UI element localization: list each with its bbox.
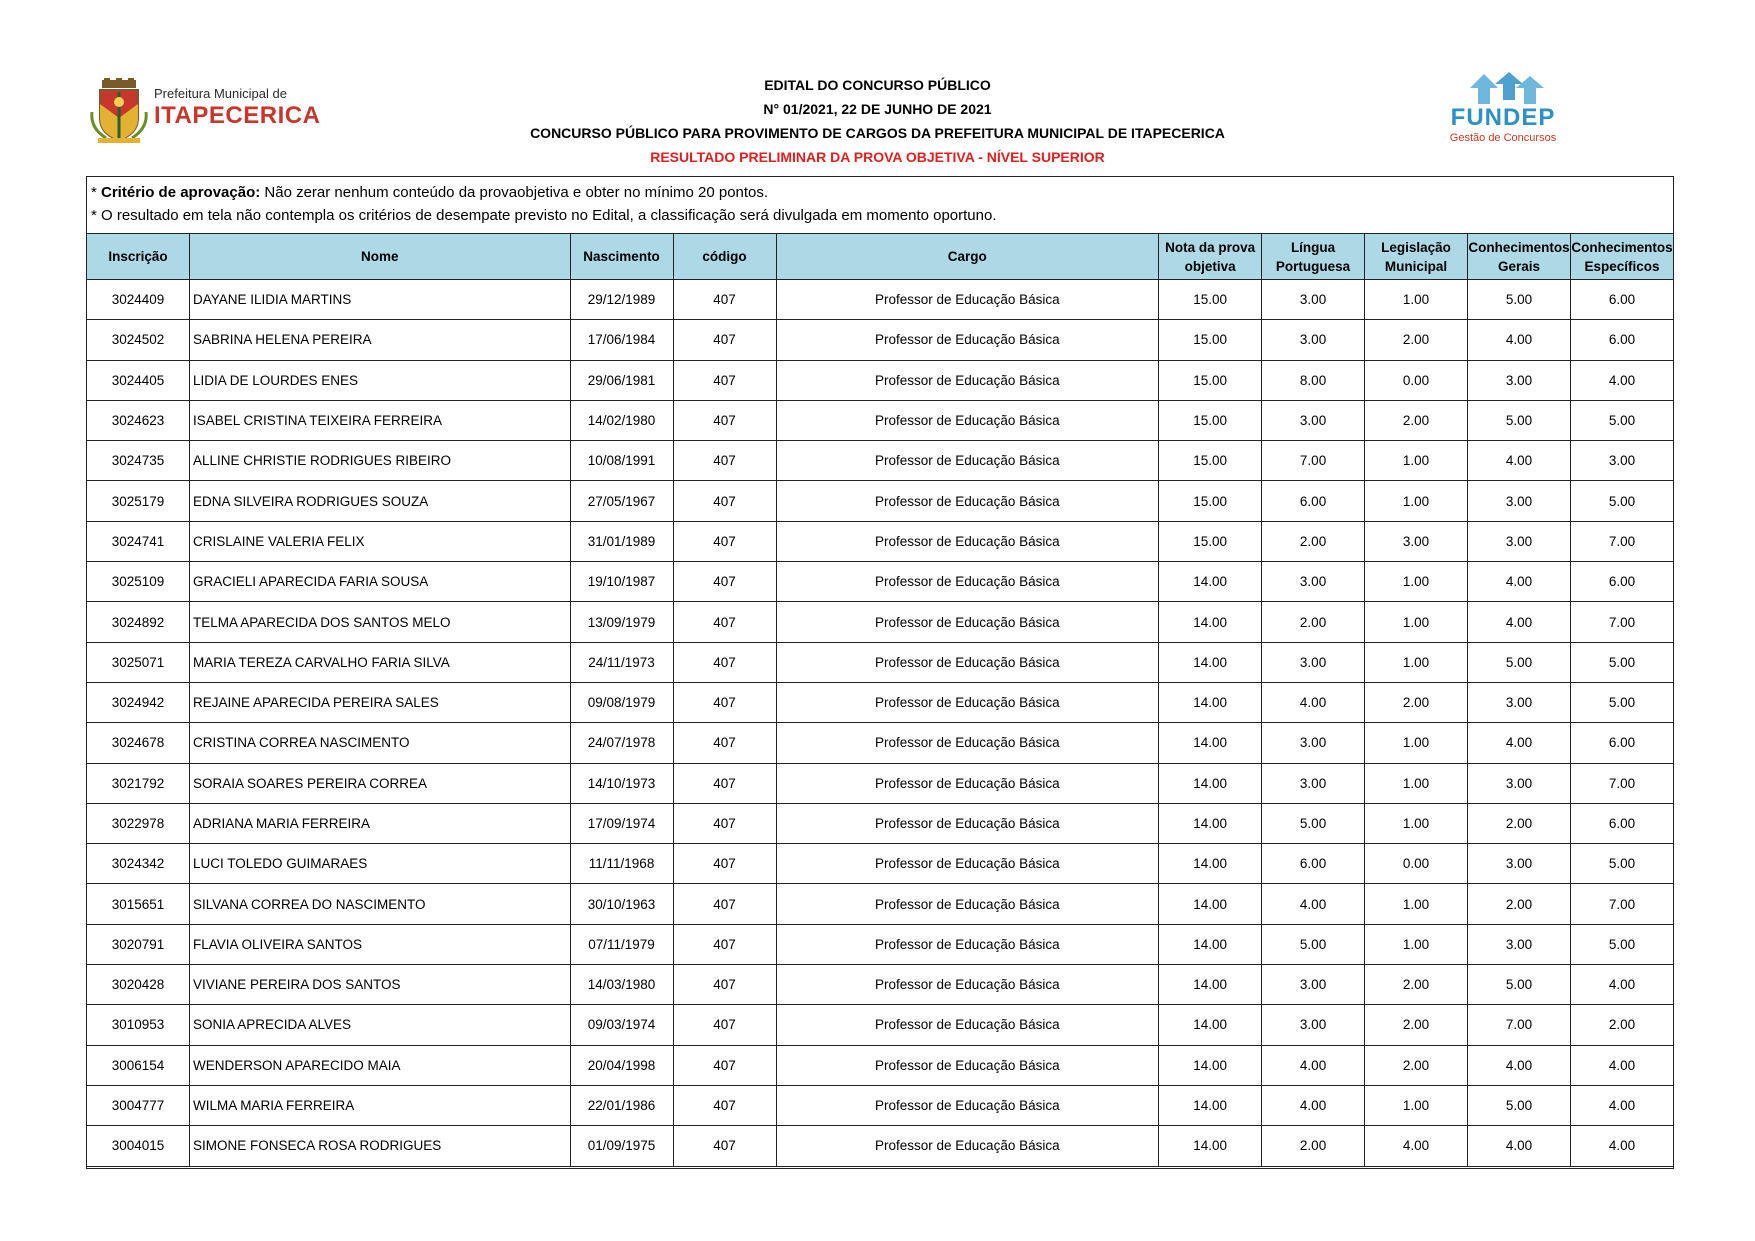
cell-col-inscricao: 3004015 [87, 1126, 190, 1166]
cell-col-legislacao-municipal: 1.00 [1365, 924, 1468, 964]
cell-col-legislacao-municipal: 1.00 [1365, 723, 1468, 763]
cell-col-inscricao: 3024735 [87, 441, 190, 481]
cell-col-codigo: 407 [673, 723, 776, 763]
cell-col-conhecimentos-especificos: 4.00 [1570, 360, 1673, 400]
results-frame [86, 176, 1674, 1169]
cell-col-conhecimentos-especificos: 7.00 [1570, 763, 1673, 803]
header-col-conhecimentos-gerais: Conhecimentos Gerais [1468, 234, 1571, 280]
criteria-notes [87, 177, 1673, 233]
cell-col-codigo: 407 [673, 481, 776, 521]
cell-col-nascimento: 07/11/1979 [570, 924, 673, 964]
cell-col-legislacao-municipal: 1.00 [1365, 562, 1468, 602]
table-row [87, 682, 1674, 722]
cell-col-legislacao-municipal: 2.00 [1365, 320, 1468, 360]
table-row [87, 924, 1674, 964]
cell-col-cargo: Professor de Educação Básica [776, 803, 1159, 843]
cell-col-nota-prova: 14.00 [1159, 1045, 1262, 1085]
table-row [87, 844, 1674, 884]
cell-col-conhecimentos-gerais: 4.00 [1468, 723, 1571, 763]
cell-col-legislacao-municipal: 2.00 [1365, 965, 1468, 1005]
cell-col-nome: GRACIELI APARECIDA FARIA SOUSA [189, 562, 570, 602]
cell-col-lingua-portuguesa: 3.00 [1262, 280, 1365, 320]
cell-col-nome: REJAINE APARECIDA PEREIRA SALES [189, 682, 570, 722]
cell-col-nascimento: 10/08/1991 [570, 441, 673, 481]
cell-col-conhecimentos-especificos: 7.00 [1570, 602, 1673, 642]
cell-col-nota-prova: 14.00 [1159, 1085, 1262, 1125]
table-row [87, 602, 1674, 642]
cell-col-nota-prova: 14.00 [1159, 642, 1262, 682]
table-row [87, 360, 1674, 400]
cell-col-codigo: 407 [673, 844, 776, 884]
cell-col-nome: ADRIANA MARIA FERREIRA [189, 803, 570, 843]
cell-col-nome: SABRINA HELENA PEREIRA [189, 320, 570, 360]
cell-col-lingua-portuguesa: 8.00 [1262, 360, 1365, 400]
cell-col-nota-prova: 14.00 [1159, 803, 1262, 843]
cell-col-nota-prova: 14.00 [1159, 924, 1262, 964]
criteria-text: Não zerar nenhum conteúdo da provaobjetiva e obter no mínimo 20 pontos. [260, 184, 769, 201]
cell-col-conhecimentos-gerais: 3.00 [1468, 844, 1571, 884]
cell-col-legislacao-municipal: 4.00 [1365, 1126, 1468, 1166]
cell-col-nome: SILVANA CORREA DO NASCIMENTO [189, 884, 570, 924]
cell-col-conhecimentos-especificos: 5.00 [1570, 642, 1673, 682]
cell-col-nota-prova: 15.00 [1159, 481, 1262, 521]
cell-col-lingua-portuguesa: 4.00 [1262, 1045, 1365, 1085]
cell-col-inscricao: 3010953 [87, 1005, 190, 1045]
cell-col-codigo: 407 [673, 602, 776, 642]
cell-col-nome: ALLINE CHRISTIE RODRIGUES RIBEIRO [189, 441, 570, 481]
cell-col-nascimento: 01/09/1975 [570, 1126, 673, 1166]
cell-col-legislacao-municipal: 1.00 [1365, 481, 1468, 521]
cell-col-cargo: Professor de Educação Básica [776, 441, 1159, 481]
cell-col-nota-prova: 14.00 [1159, 682, 1262, 722]
table-row [87, 965, 1674, 1005]
cell-col-conhecimentos-especificos: 4.00 [1570, 965, 1673, 1005]
criteria-line-2: * O resultado em tela não contempla os critérios de desempate previsto no Edital, a classificação será divulgada em momento oportuno. [91, 207, 997, 224]
cell-col-codigo: 407 [673, 320, 776, 360]
cell-col-conhecimentos-especificos: 4.00 [1570, 1085, 1673, 1125]
table-row [87, 1005, 1674, 1045]
title-line-3: CONCURSO PÚBLICO PARA PROVIMENTO DE CARGOS DA PREFEITURA MUNICIPAL DE ITAPECERICA [530, 125, 1225, 141]
table-row [87, 723, 1674, 763]
cell-col-nota-prova: 14.00 [1159, 562, 1262, 602]
cell-col-inscricao: 3025071 [87, 642, 190, 682]
title-result: RESULTADO PRELIMINAR DA PROVA OBJETIVA - NÍVEL SUPERIOR [650, 149, 1105, 165]
cell-col-conhecimentos-especificos: 6.00 [1570, 562, 1673, 602]
fundep-name: FUNDEP [1450, 104, 1556, 131]
cell-col-codigo: 407 [673, 400, 776, 440]
table-row [87, 521, 1674, 561]
prefeitura-logo-big-text: ITAPECERICA [154, 102, 321, 129]
cell-col-codigo: 407 [673, 441, 776, 481]
cell-col-lingua-portuguesa: 3.00 [1262, 1005, 1365, 1045]
cell-col-nascimento: 09/08/1979 [570, 682, 673, 722]
table-row [87, 280, 1674, 320]
cell-col-conhecimentos-gerais: 3.00 [1468, 521, 1571, 561]
header-col-conhecimentos-especificos: Conhecimentos Específicos [1570, 234, 1673, 280]
header-col-nascimento: Nascimento [570, 234, 673, 280]
cell-col-lingua-portuguesa: 3.00 [1262, 723, 1365, 763]
cell-col-cargo: Professor de Educação Básica [776, 360, 1159, 400]
cell-col-nota-prova: 15.00 [1159, 320, 1262, 360]
cell-col-inscricao: 3024892 [87, 602, 190, 642]
cell-col-inscricao: 3024409 [87, 280, 190, 320]
cell-col-inscricao: 3024942 [87, 682, 190, 722]
cell-col-inscricao: 3006154 [87, 1045, 190, 1085]
table-body [87, 280, 1674, 1167]
cell-col-codigo: 407 [673, 280, 776, 320]
cell-col-nascimento: 17/06/1984 [570, 320, 673, 360]
cell-col-codigo: 407 [673, 521, 776, 561]
cell-col-inscricao: 3015651 [87, 884, 190, 924]
cell-col-legislacao-municipal: 1.00 [1365, 280, 1468, 320]
cell-col-nascimento: 14/10/1973 [570, 763, 673, 803]
cell-col-conhecimentos-gerais: 4.00 [1468, 562, 1571, 602]
cell-col-conhecimentos-especificos: 4.00 [1570, 1045, 1673, 1085]
cell-col-cargo: Professor de Educação Básica [776, 602, 1159, 642]
cell-col-nota-prova: 15.00 [1159, 360, 1262, 400]
cell-col-nome: MARIA TEREZA CARVALHO FARIA SILVA [189, 642, 570, 682]
cell-col-lingua-portuguesa: 7.00 [1262, 441, 1365, 481]
cell-col-conhecimentos-gerais: 3.00 [1468, 360, 1571, 400]
cell-col-cargo: Professor de Educação Básica [776, 400, 1159, 440]
table-row [87, 642, 1674, 682]
cell-col-cargo: Professor de Educação Básica [776, 280, 1159, 320]
cell-col-nota-prova: 14.00 [1159, 965, 1262, 1005]
cell-col-codigo: 407 [673, 360, 776, 400]
cell-col-conhecimentos-gerais: 5.00 [1468, 642, 1571, 682]
cell-col-nome: SIMONE FONSECA ROSA RODRIGUES [189, 1126, 570, 1166]
header-col-legislacao-municipal: Legislação Municipal [1365, 234, 1468, 280]
cell-col-nascimento: 13/09/1979 [570, 602, 673, 642]
table-row [87, 481, 1674, 521]
cell-col-conhecimentos-gerais: 4.00 [1468, 602, 1571, 642]
cell-col-conhecimentos-especificos: 5.00 [1570, 400, 1673, 440]
cell-col-inscricao: 3024502 [87, 320, 190, 360]
cell-col-cargo: Professor de Educação Básica [776, 521, 1159, 561]
cell-col-conhecimentos-gerais: 3.00 [1468, 763, 1571, 803]
cell-col-legislacao-municipal: 1.00 [1365, 803, 1468, 843]
cell-col-cargo: Professor de Educação Básica [776, 844, 1159, 884]
cell-col-codigo: 407 [673, 682, 776, 722]
cell-col-nota-prova: 14.00 [1159, 1005, 1262, 1045]
cell-col-lingua-portuguesa: 3.00 [1262, 562, 1365, 602]
cell-col-lingua-portuguesa: 4.00 [1262, 1085, 1365, 1125]
cell-col-nota-prova: 14.00 [1159, 763, 1262, 803]
cell-col-nome: ISABEL CRISTINA TEIXEIRA FERREIRA [189, 400, 570, 440]
cell-col-nascimento: 17/09/1974 [570, 803, 673, 843]
cell-col-lingua-portuguesa: 5.00 [1262, 924, 1365, 964]
cell-col-nascimento: 30/10/1963 [570, 884, 673, 924]
cell-col-nome: WILMA MARIA FERREIRA [189, 1085, 570, 1125]
cell-col-conhecimentos-gerais: 5.00 [1468, 280, 1571, 320]
cell-col-nascimento: 11/11/1968 [570, 844, 673, 884]
cell-col-legislacao-municipal: 3.00 [1365, 521, 1468, 561]
header-col-nota-prova: Nota da prova objetiva [1159, 234, 1262, 280]
cell-col-nome: VIVIANE PEREIRA DOS SANTOS [189, 965, 570, 1005]
cell-col-codigo: 407 [673, 924, 776, 964]
cell-col-legislacao-municipal: 1.00 [1365, 1085, 1468, 1125]
table-row [87, 1045, 1674, 1085]
cell-col-conhecimentos-especificos: 4.00 [1570, 1126, 1673, 1166]
cell-col-nascimento: 09/03/1974 [570, 1005, 673, 1045]
cell-col-nascimento: 27/05/1967 [570, 481, 673, 521]
cell-col-cargo: Professor de Educação Básica [776, 481, 1159, 521]
cell-col-inscricao: 3024741 [87, 521, 190, 561]
table-row [87, 803, 1674, 843]
header-col-inscricao: Inscrição [87, 234, 190, 280]
cell-col-codigo: 407 [673, 562, 776, 602]
cell-col-nome: SONIA APRECIDA ALVES [189, 1005, 570, 1045]
cell-col-nascimento: 31/01/1989 [570, 521, 673, 561]
criteria-line-1 [91, 181, 1673, 204]
fundep-arrows-icon [1458, 72, 1548, 106]
cell-col-nota-prova: 14.00 [1159, 723, 1262, 763]
fundep-subtitle: Gestão de Concursos [1449, 132, 1557, 144]
cell-col-nascimento: 24/07/1978 [570, 723, 673, 763]
cell-col-legislacao-municipal: 1.00 [1365, 763, 1468, 803]
cell-col-codigo: 407 [673, 803, 776, 843]
cell-col-nome: DAYANE ILIDIA MARTINS [189, 280, 570, 320]
cell-col-inscricao: 3024623 [87, 400, 190, 440]
cell-col-codigo: 407 [673, 763, 776, 803]
table-header-row [87, 234, 1674, 280]
cell-col-nascimento: 29/06/1981 [570, 360, 673, 400]
criteria-bullet: * [91, 184, 102, 201]
crest-icon [88, 78, 150, 144]
cell-col-nascimento: 29/12/1989 [570, 280, 673, 320]
cell-col-inscricao: 3020791 [87, 924, 190, 964]
cell-col-nota-prova: 14.00 [1159, 1126, 1262, 1166]
cell-col-inscricao: 3025109 [87, 562, 190, 602]
cell-col-nome: CRISLAINE VALERIA FELIX [189, 521, 570, 561]
header-col-lingua-portuguesa: Língua Portuguesa [1262, 234, 1365, 280]
cell-col-conhecimentos-gerais: 3.00 [1468, 481, 1571, 521]
cell-col-nome: WENDERSON APARECIDO MAIA [189, 1045, 570, 1085]
table-row [87, 763, 1674, 803]
cell-col-conhecimentos-gerais: 4.00 [1468, 441, 1571, 481]
table-row [87, 320, 1674, 360]
cell-col-cargo: Professor de Educação Básica [776, 965, 1159, 1005]
cell-col-nascimento: 24/11/1973 [570, 642, 673, 682]
document-titles [400, 73, 1355, 169]
cell-col-nascimento: 14/03/1980 [570, 965, 673, 1005]
cell-col-cargo: Professor de Educação Básica [776, 1005, 1159, 1045]
cell-col-conhecimentos-gerais: 5.00 [1468, 1085, 1571, 1125]
cell-col-nome: SORAIA SOARES PEREIRA CORREA [189, 763, 570, 803]
fundep-logo [1438, 72, 1568, 154]
cell-col-nome: CRISTINA CORREA NASCIMENTO [189, 723, 570, 763]
cell-col-legislacao-municipal: 2.00 [1365, 682, 1468, 722]
cell-col-nascimento: 14/02/1980 [570, 400, 673, 440]
cell-col-conhecimentos-gerais: 2.00 [1468, 803, 1571, 843]
cell-col-lingua-portuguesa: 2.00 [1262, 521, 1365, 561]
cell-col-lingua-portuguesa: 2.00 [1262, 602, 1365, 642]
cell-col-codigo: 407 [673, 965, 776, 1005]
cell-col-nota-prova: 14.00 [1159, 884, 1262, 924]
cell-col-cargo: Professor de Educação Básica [776, 763, 1159, 803]
cell-col-nota-prova: 14.00 [1159, 844, 1262, 884]
table-row [87, 1126, 1674, 1166]
cell-col-codigo: 407 [673, 1045, 776, 1085]
cell-col-lingua-portuguesa: 3.00 [1262, 763, 1365, 803]
cell-col-conhecimentos-gerais: 4.00 [1468, 320, 1571, 360]
cell-col-cargo: Professor de Educação Básica [776, 1085, 1159, 1125]
cell-col-codigo: 407 [673, 1005, 776, 1045]
cell-col-codigo: 407 [673, 884, 776, 924]
cell-col-cargo: Professor de Educação Básica [776, 682, 1159, 722]
cell-col-legislacao-municipal: 1.00 [1365, 884, 1468, 924]
cell-col-conhecimentos-gerais: 5.00 [1468, 400, 1571, 440]
cell-col-legislacao-municipal: 2.00 [1365, 1005, 1468, 1045]
cell-col-lingua-portuguesa: 6.00 [1262, 481, 1365, 521]
prefeitura-logo-small-text: Prefeitura Municipal de [154, 86, 287, 101]
cell-col-lingua-portuguesa: 5.00 [1262, 803, 1365, 843]
cell-col-conhecimentos-especificos: 7.00 [1570, 521, 1673, 561]
cell-col-conhecimentos-especificos: 2.00 [1570, 1005, 1673, 1045]
table-row [87, 441, 1674, 481]
table-row [87, 884, 1674, 924]
cell-col-inscricao: 3022978 [87, 803, 190, 843]
cell-col-inscricao: 3004777 [87, 1085, 190, 1125]
cell-col-cargo: Professor de Educação Básica [776, 1045, 1159, 1085]
cell-col-conhecimentos-especificos: 7.00 [1570, 884, 1673, 924]
cell-col-conhecimentos-gerais: 4.00 [1468, 1045, 1571, 1085]
cell-col-cargo: Professor de Educação Básica [776, 723, 1159, 763]
cell-col-inscricao: 3024342 [87, 844, 190, 884]
results-table [86, 233, 1674, 1167]
cell-col-cargo: Professor de Educação Básica [776, 562, 1159, 602]
cell-col-conhecimentos-gerais: 3.00 [1468, 924, 1571, 964]
cell-col-lingua-portuguesa: 3.00 [1262, 642, 1365, 682]
cell-col-nascimento: 19/10/1987 [570, 562, 673, 602]
cell-col-cargo: Professor de Educação Básica [776, 924, 1159, 964]
cell-col-nascimento: 22/01/1986 [570, 1085, 673, 1125]
cell-col-nome: LUCI TOLEDO GUIMARAES [189, 844, 570, 884]
cell-col-lingua-portuguesa: 3.00 [1262, 965, 1365, 1005]
cell-col-conhecimentos-especificos: 6.00 [1570, 320, 1673, 360]
cell-col-legislacao-municipal: 1.00 [1365, 642, 1468, 682]
table-row [87, 400, 1674, 440]
cell-col-nome: TELMA APARECIDA DOS SANTOS MELO [189, 602, 570, 642]
cell-col-codigo: 407 [673, 1126, 776, 1166]
cell-col-conhecimentos-especificos: 5.00 [1570, 481, 1673, 521]
cell-col-nota-prova: 14.00 [1159, 602, 1262, 642]
cell-col-lingua-portuguesa: 4.00 [1262, 884, 1365, 924]
cell-col-inscricao: 3020428 [87, 965, 190, 1005]
table-row [87, 562, 1674, 602]
cell-col-conhecimentos-gerais: 5.00 [1468, 965, 1571, 1005]
cell-col-legislacao-municipal: 0.00 [1365, 360, 1468, 400]
cell-col-codigo: 407 [673, 642, 776, 682]
cell-col-legislacao-municipal: 0.00 [1365, 844, 1468, 884]
title-line-1: EDITAL DO CONCURSO PÚBLICO [764, 77, 991, 93]
cell-col-inscricao: 3024678 [87, 723, 190, 763]
cell-col-lingua-portuguesa: 3.00 [1262, 400, 1365, 440]
cell-col-legislacao-municipal: 2.00 [1365, 400, 1468, 440]
cell-col-conhecimentos-gerais: 7.00 [1468, 1005, 1571, 1045]
criteria-label: Critério de aprovação: [101, 184, 261, 201]
cell-col-cargo: Professor de Educação Básica [776, 320, 1159, 360]
header-col-cargo: Cargo [776, 234, 1159, 280]
cell-col-conhecimentos-especificos: 3.00 [1570, 441, 1673, 481]
prefeitura-logo [88, 78, 321, 144]
cell-col-nota-prova: 15.00 [1159, 400, 1262, 440]
cell-col-inscricao: 3025179 [87, 481, 190, 521]
cell-col-conhecimentos-gerais: 2.00 [1468, 884, 1571, 924]
cell-col-cargo: Professor de Educação Básica [776, 884, 1159, 924]
cell-col-conhecimentos-especificos: 6.00 [1570, 723, 1673, 763]
cell-col-conhecimentos-gerais: 4.00 [1468, 1126, 1571, 1166]
cell-col-inscricao: 3021792 [87, 763, 190, 803]
header-col-nome: Nome [189, 234, 570, 280]
cell-col-conhecimentos-gerais: 3.00 [1468, 682, 1571, 722]
cell-col-nome: EDNA SILVEIRA RODRIGUES SOUZA [189, 481, 570, 521]
cell-col-cargo: Professor de Educação Básica [776, 1126, 1159, 1166]
cell-col-nota-prova: 15.00 [1159, 280, 1262, 320]
header-col-codigo: código [673, 234, 776, 280]
cell-col-nota-prova: 15.00 [1159, 521, 1262, 561]
cell-col-lingua-portuguesa: 4.00 [1262, 682, 1365, 722]
cell-col-lingua-portuguesa: 6.00 [1262, 844, 1365, 884]
cell-col-inscricao: 3024405 [87, 360, 190, 400]
cell-col-nome: LIDIA DE LOURDES ENES [189, 360, 570, 400]
cell-col-conhecimentos-especificos: 6.00 [1570, 803, 1673, 843]
cell-col-nascimento: 20/04/1998 [570, 1045, 673, 1085]
cell-col-lingua-portuguesa: 3.00 [1262, 320, 1365, 360]
cell-col-nota-prova: 15.00 [1159, 441, 1262, 481]
cell-col-cargo: Professor de Educação Básica [776, 642, 1159, 682]
cell-col-codigo: 407 [673, 1085, 776, 1125]
table-row [87, 1085, 1674, 1125]
cell-col-nome: FLAVIA OLIVEIRA SANTOS [189, 924, 570, 964]
title-line-2: N° 01/2021, 22 DE JUNHO DE 2021 [763, 101, 992, 117]
cell-col-conhecimentos-especificos: 5.00 [1570, 844, 1673, 884]
cell-col-conhecimentos-especificos: 6.00 [1570, 280, 1673, 320]
cell-col-lingua-portuguesa: 2.00 [1262, 1126, 1365, 1166]
cell-col-conhecimentos-especificos: 5.00 [1570, 924, 1673, 964]
cell-col-legislacao-municipal: 1.00 [1365, 441, 1468, 481]
cell-col-conhecimentos-especificos: 5.00 [1570, 682, 1673, 722]
cell-col-legislacao-municipal: 2.00 [1365, 1045, 1468, 1085]
cell-col-legislacao-municipal: 1.00 [1365, 602, 1468, 642]
